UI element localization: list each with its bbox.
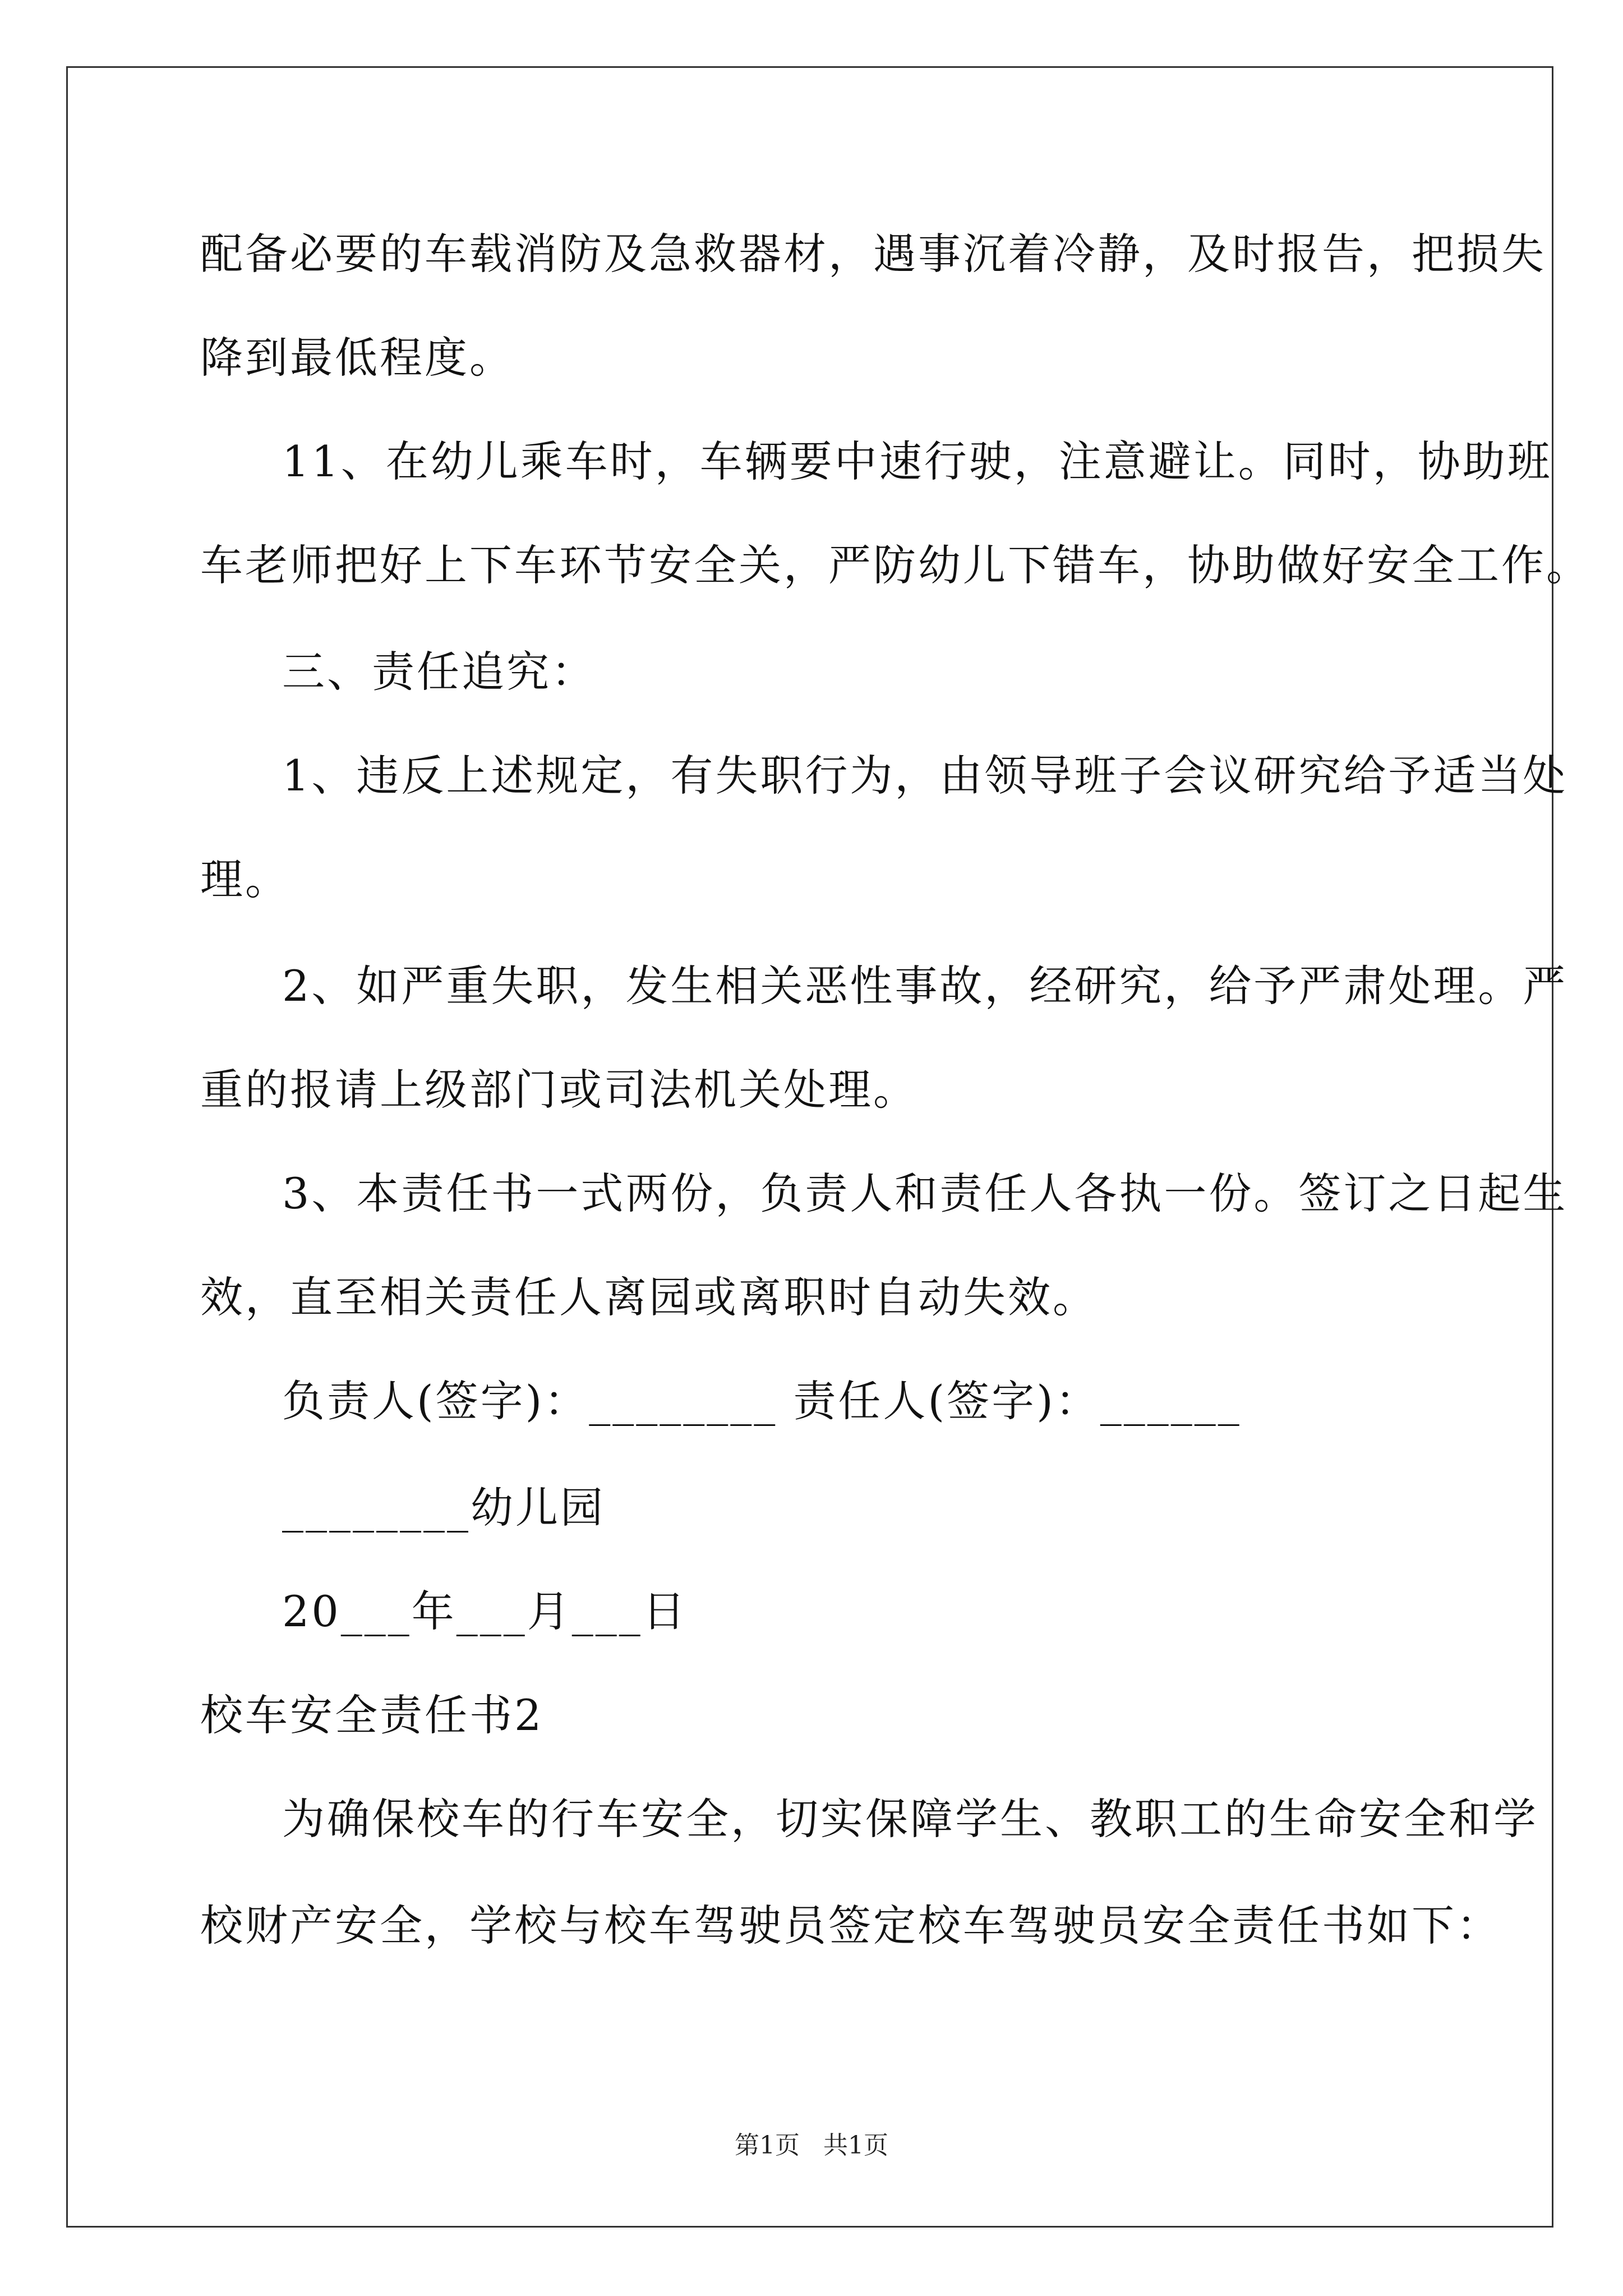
paragraph-line: 理。 — [200, 854, 290, 904]
section-heading: 三、责任追究： — [282, 647, 596, 697]
date-line: 20___年___月___日 — [282, 1586, 688, 1636]
paragraph-line: 效，直至相关责任人离园或离职时自动失效。 — [200, 1272, 1098, 1322]
paragraph-line: 重的报请上级部门或司法机关处理。 — [200, 1065, 918, 1115]
paragraph-line: 1、违反上述规定，有失职行为，由领导班子会议研究给予适当处 — [282, 751, 1568, 800]
page-footer — [0, 2132, 1623, 2160]
paragraph-line: 2、如严重失职，发生相关恶性事故，经研究，给予严肃处理。严 — [282, 961, 1568, 1011]
paragraph-line: 为确保校车的行车安全，切实保障学生、教职工的生命安全和学 — [282, 1794, 1538, 1844]
document-title: 校车安全责任书2 — [200, 1690, 544, 1740]
paragraph-line: 车老师把好上下车环节安全关，严防幼儿下错车，协助做好安全工作。 — [200, 540, 1591, 590]
paragraph-line: 3、本责任书一式两份，负责人和责任人各执一份。签订之日起生 — [282, 1168, 1568, 1218]
paragraph-line: 降到最低程度。 — [200, 333, 514, 383]
paragraph-line: 校财产安全，学校与校车驾驶员签定校车驾驶员安全责任书如下： — [200, 1901, 1501, 1950]
page-total: 共1页 — [823, 2131, 888, 2160]
paragraph-line: 配备必要的车载消防及急救器材，遇事沉着冷静，及时报告，把损失 — [200, 229, 1546, 279]
paragraph-line: 11、在幼儿乘车时，车辆要中速行驶，注意避让。同时，协助班 — [282, 436, 1552, 486]
signature-line: 负责人(签字)：________ 责任人(签字)：______ — [282, 1376, 1242, 1426]
page-number: 第1页 — [735, 2131, 800, 2160]
kindergarten-line: ________幼儿园 — [282, 1483, 605, 1533]
